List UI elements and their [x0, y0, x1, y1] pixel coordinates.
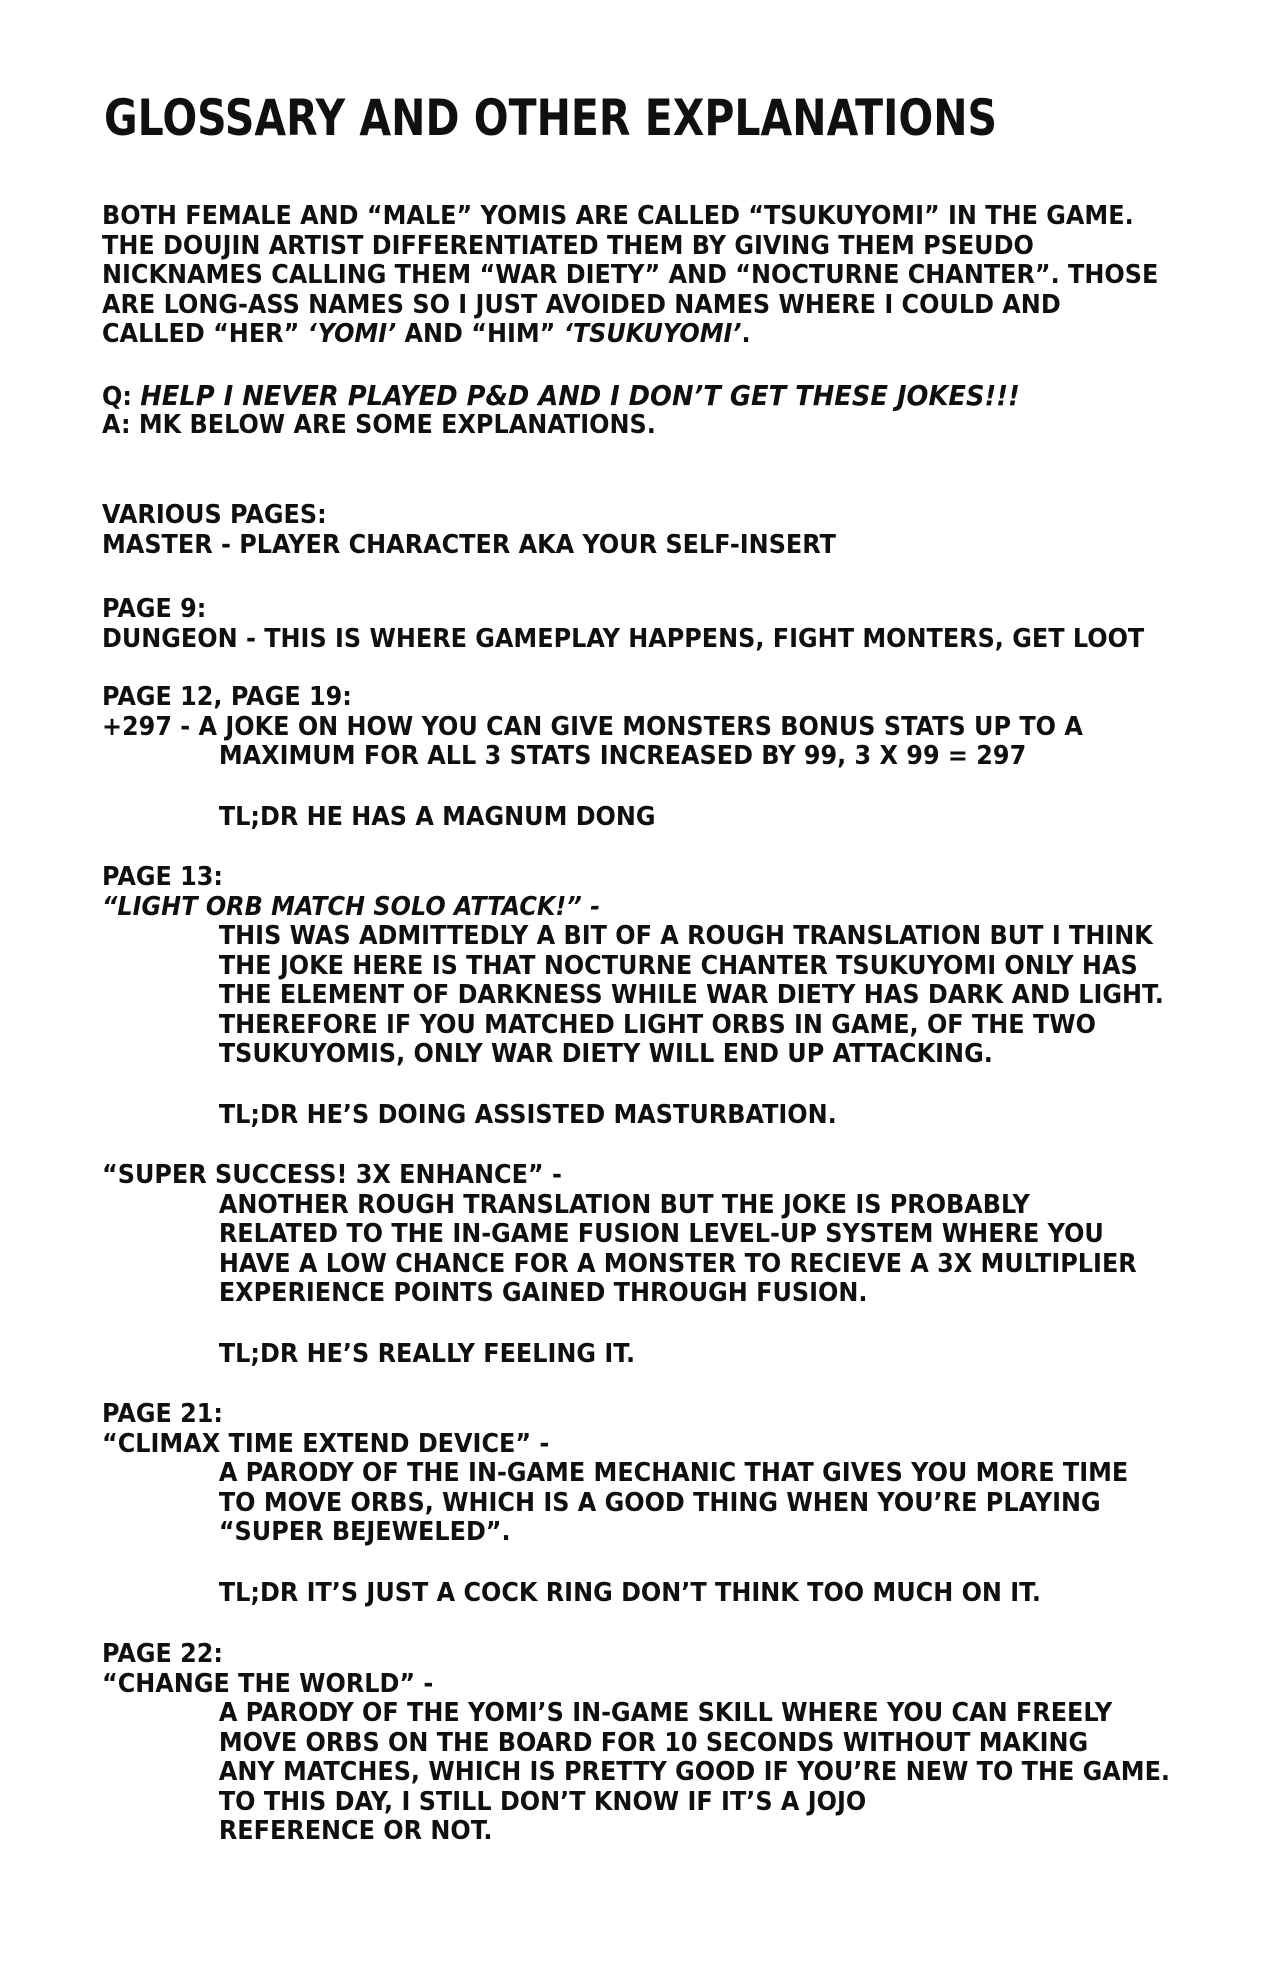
text-segment: +297 - A JOKE ON HOW YOU CAN GIVE MONSTERS BONUS STATS UP TO A — [102, 711, 1083, 742]
page-9-entry — [102, 595, 1235, 654]
text-segment: PAGE 22: — [102, 1639, 224, 1669]
text-segment: REFERENCE OR NOT. — [218, 1816, 493, 1846]
super-success-entry-line-2 — [102, 1191, 1137, 1221]
text-segment: CALLED “HER” — [102, 319, 308, 349]
tldr-cock-ring-line-1 — [102, 1579, 1041, 1609]
super-success-entry-line-3 — [102, 1220, 1137, 1250]
intro-paragraph-line-4 — [102, 291, 1158, 321]
text-segment: THIS WAS ADMITTEDLY A BIT OF A ROUGH TRANSLATION BUT I THINK — [218, 921, 1153, 951]
text-segment: EXPERIENCE POINTS GAINED THROUGH FUSION. — [218, 1278, 868, 1308]
text-segment: MAXIMUM FOR ALL 3 STATS INCREASED BY 99, 3 X 99 = 297 — [218, 741, 1027, 771]
text-segment: TL;DR HE HAS A MAGNUM DONG — [218, 802, 656, 832]
page-21-entry-line-1 — [102, 1400, 1128, 1430]
page-title: GLOSSARY AND OTHER EXPLANATIONS — [104, 89, 998, 147]
page-13-entry-line-5 — [102, 981, 1164, 1011]
text-segment: Q: — [102, 382, 141, 412]
page-13-entry-line-4 — [102, 952, 1164, 982]
intro-paragraph-line-2 — [102, 232, 1158, 262]
intro-paragraph-line-1 — [102, 202, 1158, 232]
text-segment: VARIOUS PAGES: — [102, 500, 327, 530]
page-21-entry-line-4 — [102, 1489, 1128, 1519]
question-answer — [102, 381, 1100, 440]
text-segment: “SUPER SUCCESS! 3X ENHANCE” - — [102, 1160, 562, 1190]
page-12-19-entry — [102, 683, 1168, 772]
text-segment: BOTH FEMALE AND “MALE” YOMIS ARE CALLED “TSUKUYOMI” IN THE GAME. — [102, 201, 1134, 231]
page-22-entry-line-6 — [102, 1788, 1170, 1818]
text-segment: THE JOKE HERE IS THAT NOCTURNE CHANTER TSUKUYOMI ONLY HAS — [218, 950, 1138, 981]
various-pages-entry — [102, 501, 900, 560]
page-21-entry-line-3 — [102, 1459, 1128, 1489]
text-segment: A PARODY OF THE YOMI’S IN-GAME SKILL WHERE YOU CAN FREELY — [218, 1698, 1113, 1728]
text-segment: TSUKUYOMIS, ONLY WAR DIETY WILL END UP ATTACKING. — [218, 1039, 993, 1069]
tldr-magnum-line-1 — [102, 803, 656, 833]
page-22-entry-line-5 — [102, 1758, 1170, 1788]
page-22-entry-line-7 — [102, 1817, 1170, 1847]
intro-paragraph-line-5 — [102, 320, 1158, 350]
text-segment: A PARODY OF THE IN-GAME MECHANIC THAT GIVES YOU MORE TIME — [218, 1458, 1129, 1488]
page-12-19-entry-line-2 — [102, 713, 1083, 743]
page-22-entry — [102, 1640, 1263, 1847]
tldr-cock-ring — [102, 1579, 1123, 1609]
text-segment: TL;DR HE’S REALLY FEELING IT. — [218, 1339, 636, 1369]
text-segment: MOVE ORBS ON THE BOARD FOR 10 SECONDS WITHOUT MAKING — [218, 1727, 1089, 1758]
text-segment: “LIGHT ORB MATCH SOLO ATTACK!” - — [102, 891, 601, 922]
text-segment: THE ELEMENT OF DARKNESS WHILE WAR DIETY HAS DARK AND LIGHT. — [218, 980, 1164, 1010]
various-pages-entry-line-1 — [102, 501, 836, 531]
text-segment: HELP I NEVER PLAYED P&D AND I DON’T GET THESE JOKES!!! — [140, 379, 1020, 412]
page-13-entry-line-1 — [102, 863, 1164, 893]
text-segment: TO THIS DAY, I STILL DON’T KNOW IF IT’S A JOJO — [218, 1786, 867, 1817]
page-9-entry-line-2 — [102, 625, 1144, 655]
page-22-entry-line-3 — [102, 1699, 1170, 1729]
super-success-entry-line-1 — [102, 1161, 1137, 1191]
page-21-entry — [102, 1400, 1218, 1548]
super-success-entry — [102, 1161, 1227, 1309]
super-success-entry-line-5 — [102, 1279, 1137, 1309]
text-segment: AND “HIM” — [396, 319, 564, 349]
text-segment: ARE LONG-ASS NAMES SO I JUST AVOIDED NAMES WHERE I COULD AND — [102, 289, 1061, 320]
text-segment: A: MK BELOW ARE SOME EXPLANATIONS. — [102, 409, 656, 440]
text-segment: TL;DR IT’S JUST A COCK RING DON’T THINK TOO MUCH ON IT. — [218, 1578, 1041, 1608]
page-13-entry-line-3 — [102, 922, 1164, 952]
intro-paragraph — [102, 202, 1250, 350]
text-segment: TO MOVE ORBS, WHICH IS A GOOD THING WHEN YOU’RE PLAYING — [218, 1487, 1101, 1518]
page-21-entry-line-5 — [102, 1518, 1128, 1548]
text-segment: “CLIMAX TIME EXTEND DEVICE” - — [102, 1428, 550, 1459]
text-segment: NICKNAMES CALLING THEM “WAR DIETY” AND “NOCTURNE CHANTER”. THOSE — [102, 260, 1159, 290]
text-segment: PAGE 9: — [102, 594, 207, 624]
text-segment: HAVE A LOW CHANCE FOR A MONSTER TO RECIEVE A 3X MULTIPLIER — [218, 1248, 1137, 1279]
tldr-assisted-line-1 — [102, 1101, 837, 1131]
text-segment: TL;DR HE’S DOING ASSISTED MASTURBATION. — [218, 1100, 837, 1130]
question-answer-line-1 — [102, 381, 1020, 411]
tldr-magnum — [102, 803, 704, 833]
page-22-entry-line-1 — [102, 1640, 1170, 1670]
page-21-entry-line-2 — [102, 1430, 1128, 1460]
text-segment: MASTER - PLAYER CHARACTER AKA YOUR SELF-INSERT — [102, 529, 836, 560]
text-segment: RELATED TO THE IN-GAME FUSION LEVEL-UP SYSTEM WHERE YOU — [218, 1219, 1104, 1249]
tldr-assisted — [102, 1101, 901, 1131]
page-13-entry — [102, 863, 1256, 1070]
text-segment: PAGE 12, PAGE 19: — [102, 682, 352, 712]
page-13-entry-line-6 — [102, 1011, 1164, 1041]
page-13-entry-line-2 — [102, 893, 1164, 923]
text-segment: PAGE 21: — [102, 1399, 224, 1429]
text-segment: THEREFORE IF YOU MATCHED LIGHT ORBS IN GAME, OF THE TWO — [218, 1009, 1097, 1040]
page-22-entry-line-4 — [102, 1729, 1170, 1759]
text-segment: “SUPER BEJEWELED”. — [218, 1517, 511, 1547]
text-segment: “CHANGE THE WORLD” - — [102, 1668, 434, 1699]
tldr-feeling-line-1 — [102, 1340, 635, 1370]
text-segment: THE DOUJIN ARTIST DIFFERENTIATED THEM BY GIVING THEM PSEUDO — [102, 230, 1034, 261]
super-success-entry-line-4 — [102, 1250, 1137, 1280]
text-segment: ANOTHER ROUGH TRANSLATION BUT THE JOKE IS PROBABLY — [218, 1189, 1030, 1220]
intro-paragraph-line-3 — [102, 261, 1158, 291]
text-segment: PAGE 13: — [102, 862, 224, 892]
tldr-feeling — [102, 1340, 681, 1370]
text-segment: ANY MATCHES, WHICH IS PRETTY GOOD IF YOU’RE NEW TO THE GAME. — [218, 1757, 1171, 1787]
text-segment: ‘YOMI’ — [307, 319, 397, 349]
page-9-entry-line-1 — [102, 595, 1144, 625]
page-13-entry-line-7 — [102, 1040, 1164, 1070]
page-22-entry-line-2 — [102, 1670, 1170, 1700]
page-12-19-entry-line-3 — [102, 742, 1083, 772]
text-segment: DUNGEON - THIS IS WHERE GAMEPLAY HAPPENS, FIGHT MONTERS, GET LOOT — [102, 623, 1145, 654]
question-answer-line-2 — [102, 411, 1020, 441]
text-segment: . — [741, 319, 751, 349]
page-12-19-entry-line-1 — [102, 683, 1083, 713]
various-pages-entry-line-2 — [102, 531, 836, 561]
text-segment: ‘TSUKUYOMI’ — [563, 319, 742, 349]
